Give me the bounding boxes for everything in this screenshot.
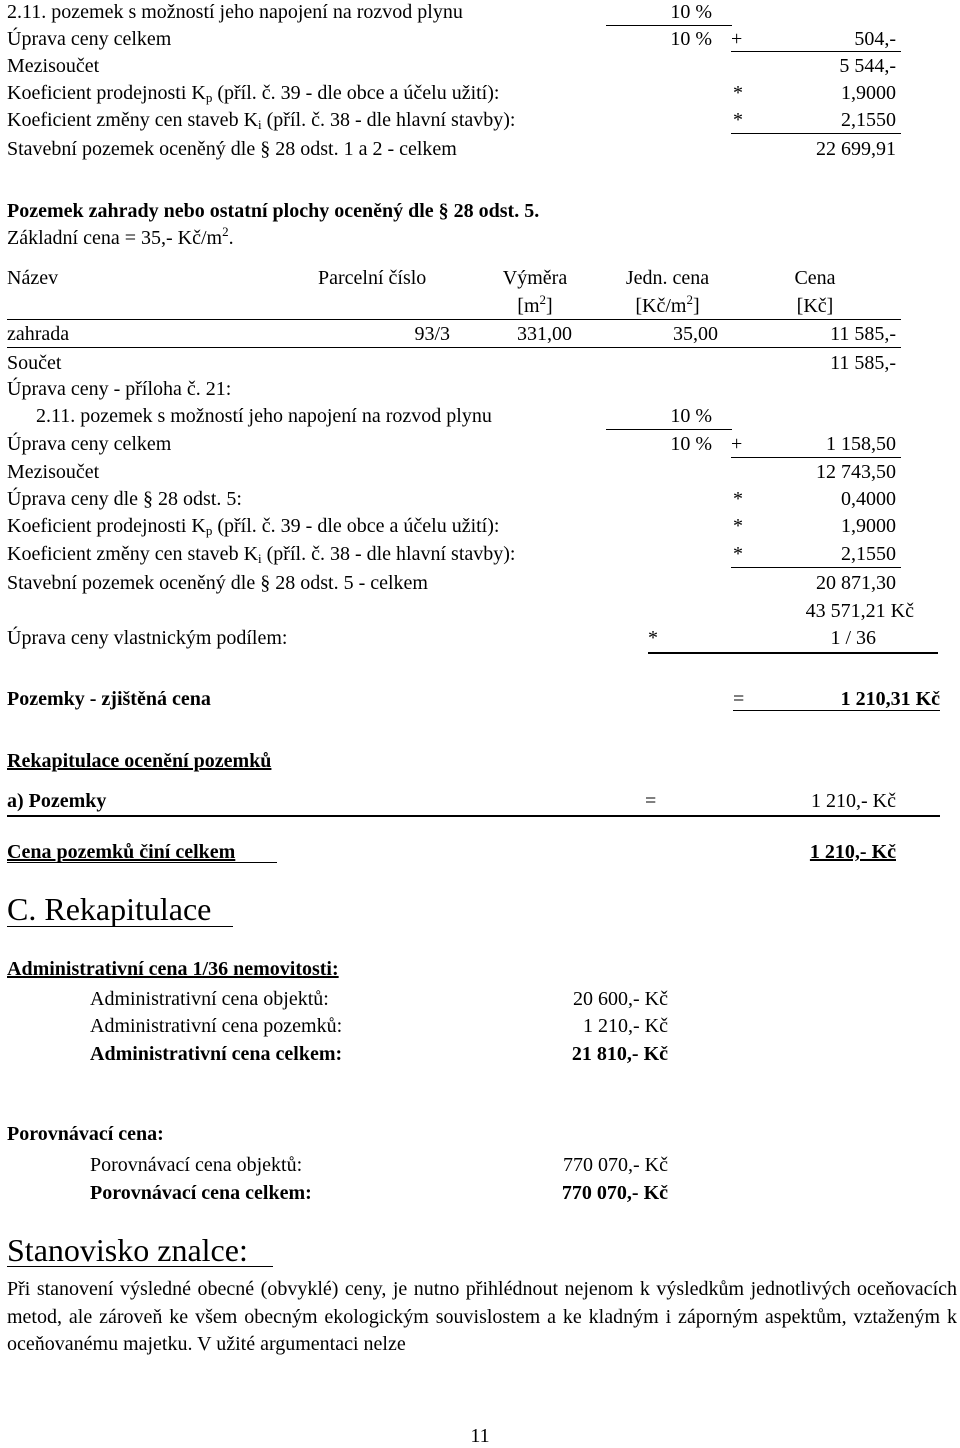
- top-row6-label: Stavební pozemek oceněný dle § 28 odst. 1 a 2 - celkem: [7, 138, 457, 160]
- top-row4-op: *: [733, 82, 743, 104]
- porovnavaci-heading: Porovnávací cena:: [7, 1123, 164, 1145]
- garden-uprava-label: Úprava ceny - příloha č. 21:: [7, 378, 232, 400]
- admin-row2-label: Administrativní cena pozemků:: [90, 1015, 343, 1037]
- garden-row3-label: Mezisoučet: [7, 461, 100, 483]
- table-header-rule: [7, 319, 901, 320]
- top-row3-label: Mezisoučet: [7, 55, 100, 77]
- garden-soucet-label: Součet: [7, 352, 62, 374]
- garden-heading: Pozemek zahrady nebo ostatní plochy oceněný dle § 28 odst. 5.: [7, 200, 540, 222]
- col-header-jedn-unit: $[Kč/m^2]$: [635, 292, 700, 317]
- rekap-a-value: 1 210,- Kč: [811, 790, 896, 812]
- stanovisko-title: Stanovisko znalce:: [7, 1232, 248, 1268]
- garden-row4-value: 0,4000: [841, 488, 896, 510]
- garden-row1-label: 2.11. pozemek s možností jeho napojení na rozvod plynu: [36, 405, 492, 427]
- garden-row5-label: Koeficient prodejnosti $K_p$ (příl. č. 39 - dle obce a účelu užití):: [7, 515, 500, 538]
- garden-row5-value: 1,9000: [841, 515, 896, 537]
- col-header-parcel: Parcelní číslo: [318, 267, 427, 289]
- garden-soucet-value: 11 585,-: [830, 352, 896, 374]
- garden-row2-underline: [731, 457, 901, 458]
- garden-row7-value: 20 871,30: [816, 572, 896, 594]
- garden-row6-op: *: [733, 543, 743, 565]
- rekap-pozemku-heading: Rekapitulace ocenění pozemků: [7, 750, 272, 772]
- section-c-title-underline: [7, 926, 233, 927]
- top-row6-value: 22 699,91: [816, 138, 896, 160]
- admin-heading: Administrativní cena 1/36 nemovitosti:: [7, 958, 339, 980]
- share-label: Úprava ceny vlastnickým podílem:: [7, 627, 288, 649]
- table-row-rule: [7, 347, 901, 348]
- top-row4-value: 1,9000: [841, 82, 896, 104]
- rekap-a-underline: [7, 815, 940, 817]
- top-row2-label: Úprava ceny celkem: [7, 28, 172, 50]
- top-row2-value: 504,-: [854, 28, 896, 50]
- admin-row2-value: 1 210,- Kč: [583, 1015, 668, 1037]
- top-row2-op: +: [731, 28, 743, 50]
- top-row5-underline: [731, 133, 901, 134]
- zjistena-label: Pozemky - zjištěná cena: [7, 688, 211, 710]
- garden-row6-label: Koeficient změny cen staveb $K_i$ (příl. č. 38 - dle hlavní stavby):: [7, 543, 516, 566]
- col-header-vymera-unit: $[m^2]$: [517, 292, 553, 317]
- zjistena-eq: =: [733, 688, 745, 710]
- top-row5-value: 2,1550: [841, 109, 896, 131]
- admin-row3-label: Administrativní cena celkem:: [90, 1043, 343, 1065]
- garden-row1-underline: [606, 429, 732, 430]
- table-row-parcel: 93/3: [414, 323, 450, 345]
- garden-subtotal: 43 571,21 Kč: [805, 600, 914, 622]
- table-row-unit-price: 35,00: [673, 323, 718, 345]
- rekap-total-value: 1 210,- Kč: [809, 841, 896, 863]
- col-header-cena: Cena: [794, 267, 836, 289]
- section-c-title: C. Rekapitulace: [7, 891, 212, 927]
- porovnavaci-row2-value: 770 070,- Kč: [561, 1182, 668, 1204]
- share-op: *: [648, 627, 658, 649]
- share-underline: [648, 652, 938, 654]
- top-row2-pct: 10 %: [670, 28, 712, 50]
- garden-row2-op: +: [731, 433, 743, 455]
- table-row-price: 11 585,-: [830, 323, 896, 345]
- rekap-total-label: Cena pozemků činí celkem: [7, 841, 236, 863]
- garden-row3-value: 12 743,50: [816, 461, 896, 483]
- page-number: 11: [470, 1425, 490, 1447]
- top-row1-pct: 10 %: [670, 1, 712, 23]
- top-row2-underline: [731, 51, 901, 52]
- garden-row6-value: 2,1550: [841, 543, 896, 565]
- admin-row1-value: 20 600,- Kč: [573, 988, 668, 1010]
- top-row3-value: 5 544,-: [839, 55, 896, 77]
- col-header-nazev: Název: [7, 267, 59, 289]
- garden-row2-value: 1 158,50: [826, 433, 896, 455]
- zjistena-value: 1 210,31 Kč: [840, 688, 940, 710]
- garden-row1-pct: 10 %: [670, 405, 712, 427]
- garden-row6-underline: [731, 567, 901, 568]
- rekap-a-label: a) Pozemky: [7, 790, 107, 812]
- garden-row4-op: *: [733, 488, 743, 510]
- col-header-jedn: Jedn. cena: [625, 267, 710, 289]
- rekap-a-eq: =: [645, 790, 657, 812]
- garden-row2-pct: 10 %: [670, 433, 712, 455]
- top-row5-label: Koeficient změny cen staveb $K_i$ (příl. č. 38 - dle hlavní stavby):: [7, 109, 516, 132]
- top-row5-op: *: [733, 109, 743, 131]
- porovnavaci-row2-label: Porovnávací cena celkem:: [90, 1182, 312, 1204]
- porovnavaci-row1-label: Porovnávací cena objektů:: [90, 1154, 303, 1176]
- stanovisko-text: Při stanovení výsledné obecné (obvyklé) ceny, je nutno přihlédnout nejenom k výsledkům jednotlivých oceňovacích metod, ale zároveň ke všem obecným ekologickým souvislostem a ke kladným i záporným aspektům, vztaženým k oceňovanému majetku. V užité argumentaci nelze: [7, 1278, 957, 1355]
- garden-row4-label: Úprava ceny dle § 28 odst. 5:: [7, 488, 242, 510]
- admin-row1-label: Administrativní cena objektů:: [90, 988, 329, 1010]
- admin-row3-value: 21 810,- Kč: [571, 1043, 668, 1065]
- garden-row2-label: Úprava ceny celkem: [7, 433, 172, 455]
- col-header-cena-unit: [Kč]: [796, 295, 834, 317]
- zjistena-underline: [733, 710, 940, 711]
- table-row-name: zahrada: [7, 323, 70, 345]
- rekap-total-label-underline: [7, 862, 277, 863]
- porovnavaci-row1-value: 770 070,- Kč: [563, 1154, 668, 1176]
- garden-base-price: Základní cena = 35,- $Kč/m^2$.: [7, 224, 234, 249]
- stanovisko-title-underline: [7, 1266, 273, 1267]
- top-row4-label: Koeficient prodejnosti $K_p$ (příl. č. 39 - dle obce a účelu užití):: [7, 82, 500, 105]
- table-row-area: 331,00: [517, 323, 572, 345]
- share-value: 1 / 36: [830, 627, 876, 649]
- garden-row7-label: Stavební pozemek oceněný dle § 28 odst. 5 - celkem: [7, 572, 428, 594]
- top-row1-underline: [606, 25, 732, 26]
- garden-row5-op: *: [733, 515, 743, 537]
- col-header-vymera: Výměra: [502, 267, 568, 289]
- top-row1-label: 2.11. pozemek s možností jeho napojení na rozvod plynu: [7, 1, 463, 23]
